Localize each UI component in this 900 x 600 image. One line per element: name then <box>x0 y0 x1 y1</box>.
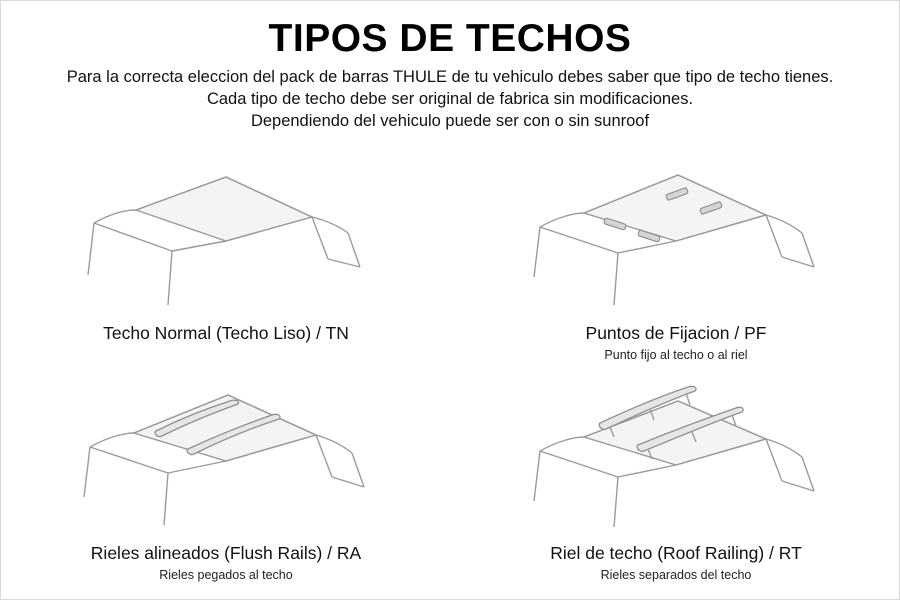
roof-type-caption: Puntos de Fijacion / PF <box>585 323 767 343</box>
roof-type-subcaption: Rieles separados del techo <box>600 568 752 582</box>
roof-types-grid <box>1 151 900 591</box>
intro-line-3: Dependiendo del vehiculo puede ser con o sin sunroof <box>250 112 650 130</box>
roof-type-caption: Riel de techo (Roof Railing) / RT <box>550 543 802 563</box>
roof-type-card-rieles-alineados <box>1 371 451 591</box>
roof-type-caption: Rieles alineados (Flush Rails) / RA <box>90 543 362 563</box>
roof-type-card-techo-normal <box>1 151 451 371</box>
car-roof-fixpoints-icon <box>526 155 826 315</box>
car-roof-flush-rails-icon <box>76 375 376 535</box>
roof-type-subcaption: Rieles pegados al techo <box>159 568 293 582</box>
intro-line-2: Cada tipo de techo debe ser original de fabrica sin modificaciones. <box>206 90 694 108</box>
car-roof-plain-icon <box>76 155 376 315</box>
intro-line-1: Para la correcta eleccion del pack de barras THULE de tu vehiculo debes saber que tipo de techo tienes. <box>66 68 834 86</box>
page-title: TIPOS DE TECHOS <box>268 17 632 60</box>
car-roof-raised-railing-icon <box>526 375 826 535</box>
roof-type-card-puntos-de-fijacion <box>451 151 900 371</box>
intro-text <box>30 67 870 132</box>
roof-type-subcaption: Punto fijo al techo o al riel <box>604 348 748 362</box>
roof-type-card-riel-de-techo <box>451 371 900 591</box>
roof-type-caption: Techo Normal (Techo Liso) / TN <box>103 323 349 343</box>
